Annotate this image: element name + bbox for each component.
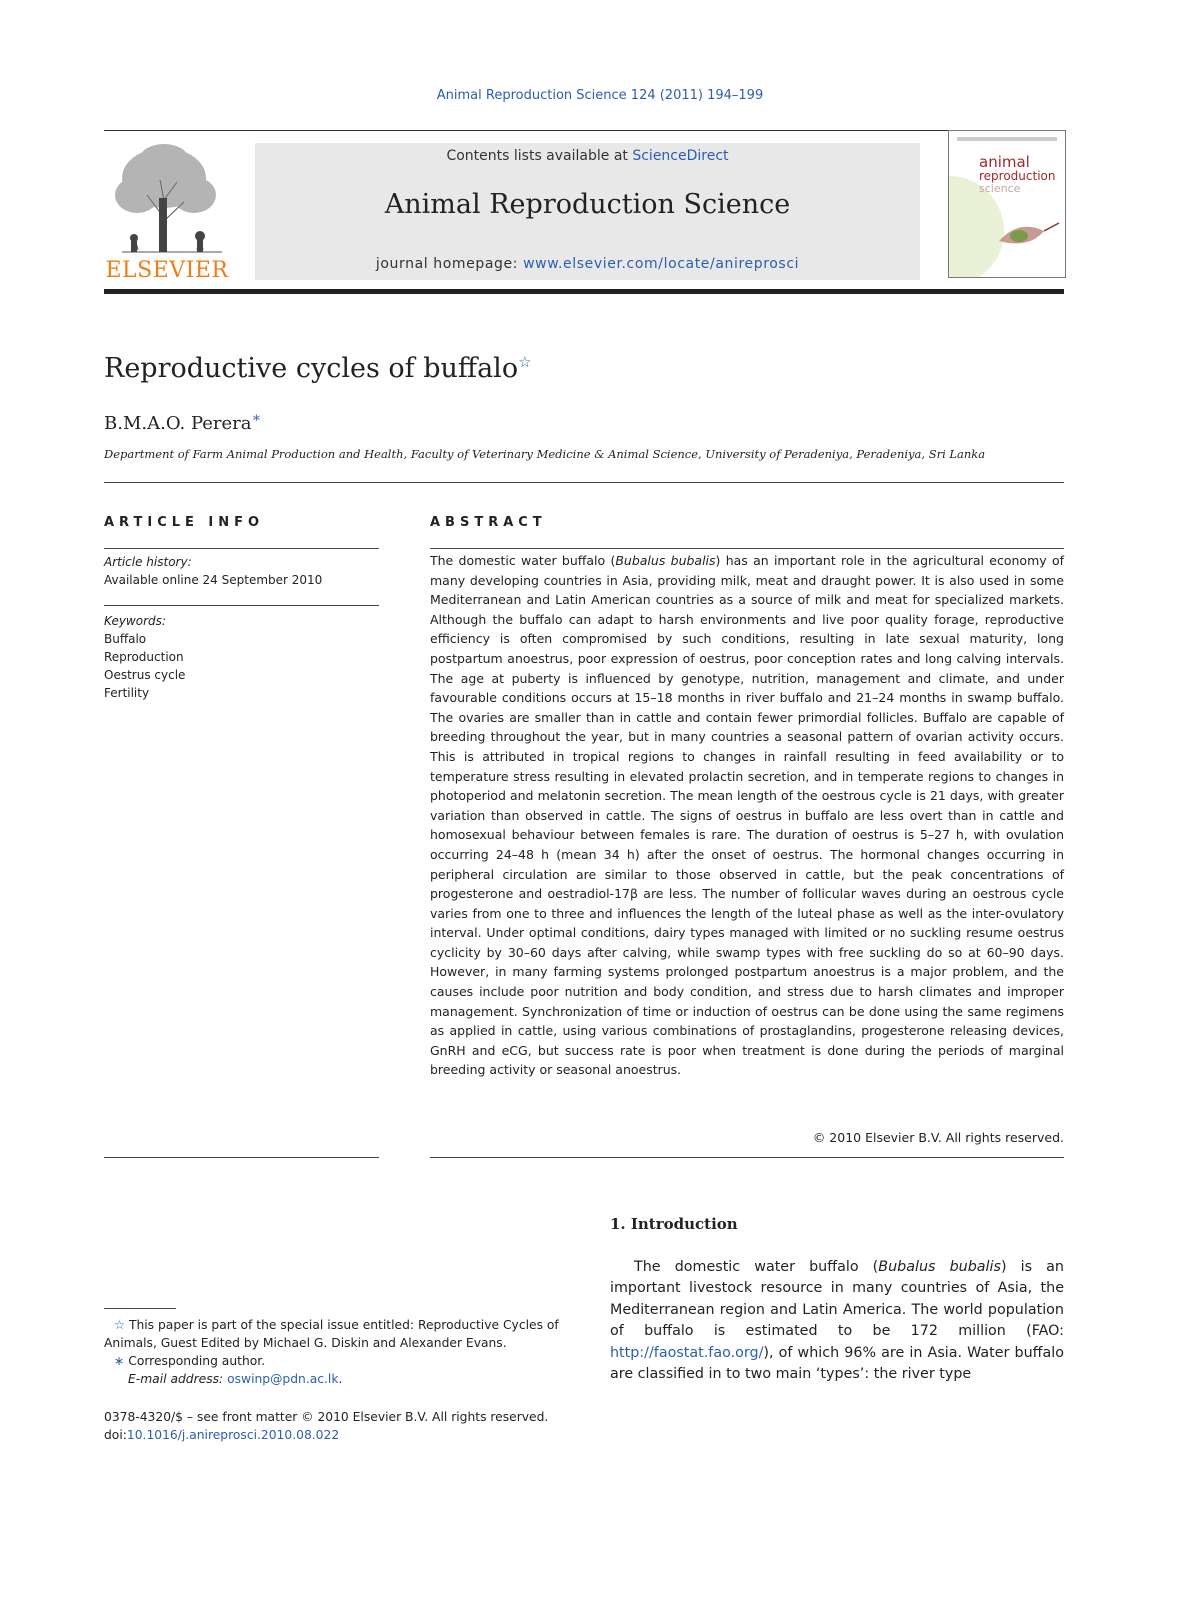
banner-rule xyxy=(104,289,1064,294)
history-value: Available online 24 September 2010 xyxy=(104,573,323,587)
abstract-text-a: The domestic water buffalo ( xyxy=(430,553,616,568)
intro-species: Bubalus bubalis xyxy=(878,1259,1001,1275)
contents-line xyxy=(255,148,920,164)
intro-text-c: ), of which 96% are in Asia. Water buffalo are classified in to two main ‘types’: the river type xyxy=(610,1344,1064,1383)
abstract-copyright: © 2010 Elsevier B.V. All rights reserved. xyxy=(812,1130,1064,1145)
author-line xyxy=(104,410,261,434)
author-name: B.M.A.O. Perera xyxy=(104,413,252,434)
footnote-rule xyxy=(104,1308,176,1309)
faostat-link[interactable]: http://faostat.fao.org/ xyxy=(610,1344,764,1361)
abstract-heading: ABSTRACT xyxy=(430,515,547,530)
title-footnote-mark-bottom: ☆ xyxy=(114,1318,126,1332)
abstract-rule xyxy=(430,548,1064,549)
abstract-body xyxy=(430,551,1064,1080)
tree-icon xyxy=(102,140,232,255)
article-history xyxy=(104,553,379,589)
keyword-item: Buffalo xyxy=(104,632,147,646)
homepage-line xyxy=(255,256,920,272)
homepage-link[interactable]: www.elsevier.com/locate/anireprosci xyxy=(523,256,800,272)
title-rule xyxy=(104,482,1064,483)
doi-link[interactable]: 10.1016/j.anireprosci.2010.08.022 xyxy=(126,1428,340,1442)
article-info-rule-1 xyxy=(104,548,379,549)
intro-text-a: The domestic water buffalo ( xyxy=(634,1259,879,1275)
article-info-heading: ARTICLE INFO xyxy=(104,515,265,530)
keyword-item: Oestrus cycle xyxy=(104,668,186,682)
corresponding-footnote xyxy=(104,1352,574,1370)
title-footnote-text: This paper is part of the special issue entitled: Reproductive Cycles of Animals, Guest Edited by Michael G. Diskin and Alexander Evans. xyxy=(104,1318,559,1350)
email-label: E-mail address: xyxy=(128,1372,228,1386)
corr-footnote-mark: ∗ xyxy=(114,1354,125,1368)
keywords-label: Keywords: xyxy=(104,614,166,628)
contents-prefix: Contents lists available at xyxy=(446,148,633,164)
header-rule xyxy=(104,130,1064,131)
keyword-item: Fertility xyxy=(104,686,150,700)
journal-banner xyxy=(255,143,920,280)
running-head[interactable]: Animal Reproduction Science 124 (2011) 194–199 xyxy=(436,88,764,103)
issn-block xyxy=(104,1408,574,1444)
abstract-text-b: ) has an important role in the agricultural economy of many developing countries in Asia, providing milk, meat and draught power. It is also used in some Mediterranean and Latin American countries as a source of milk and meat for specialized markets. Although the buffalo can adapt to harsh environments and live poor quality forage, reproductive efficiency is often compromised by such conditions, resulting in late sexual maturity, long postpartum anoestrus, poor expression of oestrus, poor conception rates and long calving intervals. The age at puberty is influenced by genotype, nutrition, management and climate, and under favourable conditions occurs at 15–18 months in river buffalo and 21–24 months in swamp buffalo. The ovaries are smaller than in cattle and contain fewer primordial follicles. Buffalo are capable of breeding throughout the year, but in many countries a seasonal pattern of ovarian activity occurs. This is attributed in tropical regions to changes in rainfall resulting in feed availability or to temperature stress resulting in elevated prolactin secretion, and in temperate regions to changes in photoperiod and melatonin secretion. The mean length of the oestrous cycle is 21 days, with greater variation than observed in cattle. The signs of oestrus in buffalo are less overt than in cattle and homosexual behaviour between females is rare. The duration of oestrus is 5–27 h, with ovulation occurring 24–48 h (mean 34 h) after the onset of oestrus. The hormonal changes occurring in peripheral circulation are similar to those observed in cattle, but the peak concentrations of progesterone and oestradiol-17β are less. The number of follicular waves during an oestrous cycle varies from one to three and influences the length of the luteal phase as well as the inter-ovulatory interval. Under optimal conditions, dairy types managed with limited or no suckling resume oestrus cyclicity by 30–60 days after calving, while swamp types with free suckling do so at 60–90 days. However, in many farming systems prolonged postpartum anoestrus is a major problem, and the causes include poor nutrition and body condition, and stress due to harsh climates and improper management. Synchronization of time or induction of oestrus can be done using the same regimens as applied in cattle, using various combinations of prostaglandins, progesterone releasing devices, GnRH and eCG, but success rate is poor when treatment is done during the periods of marginal breeding activity or seasonal anoestrus. xyxy=(430,553,1064,1078)
journal-cover[interactable] xyxy=(948,130,1066,278)
article-info-rule-2 xyxy=(104,605,379,606)
author-footnote-mark[interactable]: ∗ xyxy=(251,410,262,426)
abstract-species: Bubalus bubalis xyxy=(615,553,716,568)
homepage-prefix: journal homepage: xyxy=(375,256,524,272)
article-info-bottom-rule xyxy=(104,1157,379,1158)
corr-footnote-text: Corresponding author. xyxy=(128,1354,266,1368)
email-suffix: . xyxy=(338,1372,343,1386)
cover-word-reproduction: reproduction xyxy=(979,169,1056,183)
email-footnote xyxy=(104,1370,574,1388)
keywords-block xyxy=(104,612,379,702)
title-footnote xyxy=(104,1316,574,1352)
introduction-heading: 1. Introduction xyxy=(610,1215,738,1233)
intro-text-b: ) is an important livestock resource in many countries of Asia, the Mediterranean region and Latin America. The world population of buffalo is estimated to be 172 million (FAO: xyxy=(610,1259,1064,1340)
footnotes xyxy=(104,1316,574,1388)
article-title-text: Reproductive cycles of buffalo xyxy=(104,353,519,384)
title-footnote-mark[interactable]: ☆ xyxy=(518,353,532,371)
keyword-item: Reproduction xyxy=(104,650,184,664)
issn-line: 0378-4320/$ – see front matter © 2010 Elsevier B.V. All rights reserved. xyxy=(104,1410,549,1424)
history-label: Article history: xyxy=(104,555,192,569)
affiliation: Department of Farm Animal Production and Health, Faculty of Veterinary Medicine & Animal Science, University of Peradeniya, Peradeniya, Sri Lanka xyxy=(104,447,986,461)
cover-word-animal: animal xyxy=(979,153,1030,171)
elsevier-wordmark: ELSEVIER xyxy=(105,258,229,283)
abstract-bottom-rule xyxy=(430,1157,1064,1158)
sciencedirect-link[interactable]: ScienceDirect xyxy=(632,148,729,164)
journal-title[interactable]: Animal Reproduction Science xyxy=(384,189,791,220)
introduction-body xyxy=(610,1257,1064,1385)
email-link[interactable]: oswinp@pdn.ac.lk xyxy=(227,1372,339,1386)
doi-line xyxy=(104,1426,574,1444)
doi-label: doi: xyxy=(104,1428,127,1442)
article-title xyxy=(104,353,532,384)
cover-word-science: science xyxy=(979,182,1021,195)
elsevier-logo[interactable] xyxy=(102,140,232,283)
